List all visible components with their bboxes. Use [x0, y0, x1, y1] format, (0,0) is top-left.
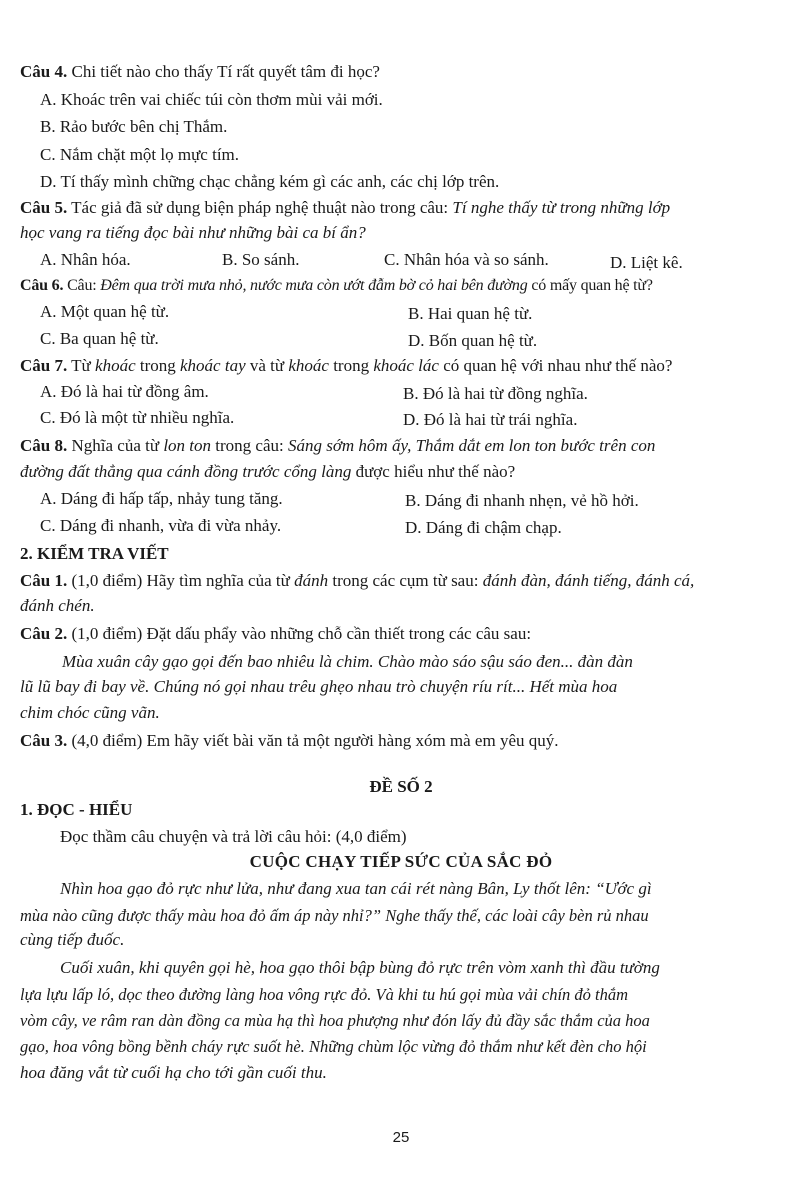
question-text: (4,0 điểm) Em hãy viết bài văn tả một người hàng xóm mà em yêu quý.	[67, 731, 559, 750]
question-text: (1,0 điểm) Đặt dấu phẩy vào những chỗ cần thiết trong các câu sau:	[67, 624, 532, 643]
q5-option-c: C. Nhân hóa và so sánh.	[384, 250, 549, 269]
question-text: có mấy quan hệ từ?	[527, 277, 653, 294]
q8-option-a: A. Dáng đi hấp tấp, nhảy tung tăng.	[40, 489, 283, 508]
question-text: và từ	[245, 356, 289, 375]
section-heading: 2. KIỂM TRA VIẾT	[20, 544, 169, 563]
question-word: lon ton	[163, 436, 212, 455]
q5-quote-cont: học vang ra tiếng đọc bài như những bài ca bí ẩn?	[20, 223, 366, 242]
story-line: hoa đăng vắt từ cuối hạ cho tới gần cuối thu.	[20, 1063, 327, 1082]
q4-option-d: D. Tí thấy mình chững chạc chẳng kém gì các anh, các chị lớp trên.	[40, 172, 500, 191]
q5-option-a: A. Nhân hóa.	[40, 250, 131, 269]
q6-option-d: D. Bốn quan hệ từ.	[408, 331, 538, 350]
question-text: Từ	[67, 356, 96, 375]
question-label: Câu 5.	[20, 198, 68, 217]
q7-option-a: A. Đó là hai từ đồng âm.	[40, 382, 209, 401]
question-text: Tác giả đã sử dụng biện pháp nghệ thuật nào trong câu:	[67, 198, 453, 217]
question-quote: đánh đàn, đánh tiếng, đánh cá,	[482, 571, 695, 590]
q8-option-b: B. Dáng đi nhanh nhẹn, vẻ hồ hởi.	[405, 491, 639, 510]
question-text: trong	[135, 356, 181, 375]
question-word: khoác	[95, 356, 136, 375]
q4-option-c: C. Nắm chặt một lọ mực tím.	[40, 145, 240, 164]
question-label: Câu 1.	[20, 571, 68, 590]
question-label: Câu 2.	[20, 624, 68, 643]
question-word: khoác	[288, 356, 329, 375]
question-8-cont	[20, 462, 515, 482]
instruction: Đọc thầm câu chuyện và trả lời câu hỏi: (4,0 điểm)	[60, 827, 407, 846]
question-word: đánh	[294, 571, 329, 590]
story-line: cùng tiếp đuốc.	[20, 930, 125, 949]
q4-option-b: B. Rảo bước bên chị Thắm.	[40, 117, 228, 136]
question-text: được hiểu như thế nào?	[351, 462, 516, 481]
question-text: Nghĩa của từ	[67, 436, 164, 455]
question-label: Câu 7.	[20, 356, 68, 375]
q6-option-c: C. Ba quan hệ từ.	[40, 329, 159, 348]
exam-title: ĐỀ SỐ 2	[369, 777, 433, 796]
page-number: 25	[392, 1129, 410, 1146]
question-label: Câu 3.	[20, 731, 68, 750]
question-label: Câu 8.	[20, 436, 68, 455]
question-label: Câu 6.	[20, 277, 64, 294]
story-line: mùa nào cũng được thấy màu hoa đỏ ấm áp này nhỉ?” Nghe thấy thế, các loài cây bèn rủ nhau	[20, 906, 649, 925]
q7-option-d: D. Đó là hai từ trái nghĩa.	[403, 410, 578, 429]
writing-question-1	[20, 571, 694, 591]
story-line: lựa lựu lấp ló, dọc theo đường làng hoa vông rực đỏ. Và khi tu hú gọi mùa vải chín đỏ thắm	[20, 985, 629, 1004]
section-heading: 1. ĐỌC - HIỂU	[20, 800, 133, 819]
exercise-text-line: lũ lũ bay đi bay về. Chúng nó gọi nhau trêu ghẹo nhau trò chuyện ríu rít... Hết mùa hoa	[20, 677, 618, 696]
q6-option-a: A. Một quan hệ từ.	[40, 302, 170, 321]
q7-option-b: B. Đó là hai từ đồng nghĩa.	[403, 384, 588, 403]
q8-option-c: C. Dáng đi nhanh, vừa đi vừa nhảy.	[40, 516, 282, 535]
writing-question-3	[20, 731, 559, 751]
q7-option-c: C. Đó là một từ nhiều nghĩa.	[40, 408, 235, 427]
question-label: Câu 4.	[20, 62, 68, 81]
question-text: trong câu:	[211, 436, 288, 455]
question-6	[20, 276, 653, 296]
story-line: Cuối xuân, khi quyên gọi hè, hoa gạo thôi bập bùng đỏ rực trên vòm xanh thì đầu tường	[60, 958, 660, 977]
story-line: gạo, hoa vông bồng bềnh cháy rực suốt hè. Những chùm lộc vừng đỏ thắm như kết đèn cho hội	[20, 1037, 647, 1056]
story-line: Nhìn hoa gạo đỏ rực như lửa, như đang xua tan cái rét nàng Bân, Ly thốt lên: “Ước gì	[60, 879, 652, 898]
writing-question-2	[20, 624, 531, 644]
writing-question-1-cont: đánh chén.	[20, 596, 95, 615]
question-text: có quan hệ với nhau như thế nào?	[438, 356, 673, 375]
q8-option-d: D. Dáng đi chậm chạp.	[405, 518, 562, 537]
question-quote: Sáng sớm hôm ấy, Thắm dắt em lon ton bước trên con	[287, 436, 656, 455]
question-5	[20, 198, 670, 218]
question-text: Chi tiết nào cho thấy Tí rất quyết tâm đi học?	[67, 62, 380, 81]
exercise-text-line: Mùa xuân cây gạo gọi đến bao nhiêu là chim. Chào mào sáo sậu sáo đen... đàn đàn	[62, 652, 633, 671]
question-text: trong	[328, 356, 374, 375]
q5-option-d: D. Liệt kê.	[610, 253, 683, 272]
question-7	[20, 356, 672, 376]
story-line: vòm cây, ve râm ran dàn đồng ca mùa hạ thì hoa phượng như đón lấy đủ đầy sắc thắm của hoa	[20, 1011, 650, 1030]
question-quote: Đêm qua trời mưa nhỏ, nước mưa còn ướt đẫm bờ cỏ hai bên đường	[100, 277, 528, 294]
story-title: CUỘC CHẠY TIẾP SỨC CỦA SẮC ĐỎ	[249, 852, 553, 871]
question-text: Câu:	[63, 277, 101, 294]
question-quote: đường đất thẳng qua cánh đồng trước cổng làng	[20, 462, 352, 481]
exercise-text-line: chim chóc cũng vãn.	[20, 703, 160, 722]
question-4	[20, 62, 380, 82]
question-text: trong các cụm từ sau:	[328, 571, 483, 590]
q6-option-b: B. Hai quan hệ từ.	[408, 304, 533, 323]
question-word: khoác lác	[373, 356, 439, 375]
question-quote: Tí nghe thấy từ trong những lớp	[452, 198, 671, 217]
question-word: khoác tay	[180, 356, 246, 375]
question-8	[20, 436, 655, 456]
q5-option-b: B. So sánh.	[222, 250, 300, 269]
q4-option-a: A. Khoác trên vai chiếc túi còn thơm mùi vải mới.	[40, 90, 383, 109]
question-text: (1,0 điểm) Hãy tìm nghĩa của từ	[67, 571, 295, 590]
